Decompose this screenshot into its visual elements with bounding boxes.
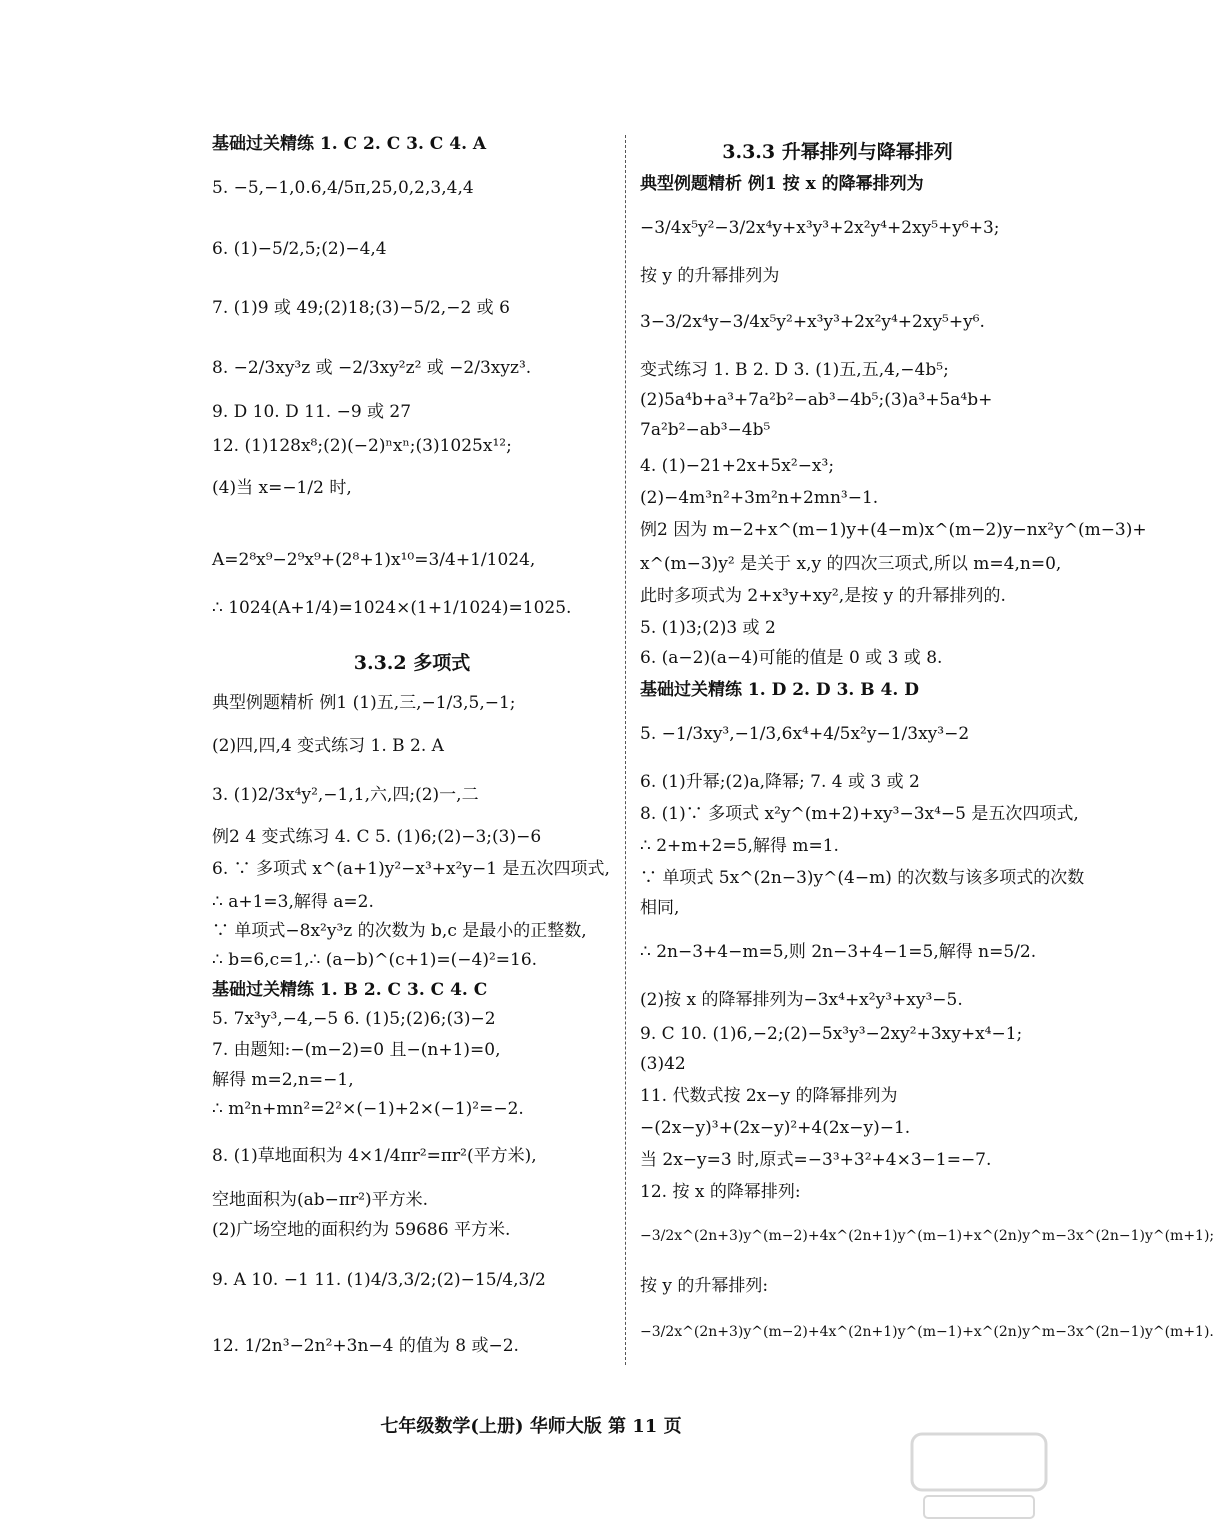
right-line-15: 基础过关精练 1. D 2. D 3. B 4. D bbox=[640, 680, 919, 700]
right-line-29: 12. 按 x 的降幂排列: bbox=[640, 1182, 801, 1202]
left-line-25: 空地面积为(ab−πr²)平方米. bbox=[212, 1190, 429, 1210]
left-line-18: ∴ b=6,c=1,∴ (a−b)^(c+1)=(−4)²=16. bbox=[212, 950, 538, 970]
right-line-20: ∵ 单项式 5x^(2n−3)y^(4−m) 的次数与该多项式的次数 bbox=[640, 868, 1085, 888]
left-line-0: 基础过关精练 1. C 2. C 3. C 4. A bbox=[212, 134, 487, 154]
left-line-20: 5. 7x³y³,−4,−5 6. (1)5;(2)6;(3)−2 bbox=[212, 1009, 496, 1029]
page-footer: 七年级数学(上册) 华师大版 第 11 页 bbox=[380, 1416, 682, 1437]
right-line-21: 相同, bbox=[640, 898, 680, 918]
right-line-14: 6. (a−2)(a−4)可能的值是 0 或 3 或 8. bbox=[640, 648, 943, 668]
left-line-6: 12. (1)128x⁸;(2)(−2)ⁿxⁿ;(3)1025x¹²; bbox=[212, 436, 512, 456]
right-line-1: 典型例题精析 例1 按 x 的降幂排列为 bbox=[640, 174, 924, 194]
right-line-11: x^(m−3)y² 是关于 x,y 的四次三项式,所以 m=4,n=0, bbox=[640, 554, 1062, 574]
right-line-4: 3−3/2x⁴y−3/4x⁵y²+x³y³+2x²y⁴+2xy⁵+y⁶. bbox=[640, 312, 985, 332]
right-line-16: 5. −1/3xy³,−1/3,6x⁴+4/5x²y−1/3xy³−2 bbox=[640, 724, 970, 744]
right-line-31: 按 y 的升幂排列: bbox=[640, 1276, 769, 1296]
left-line-11: 典型例题精析 例1 (1)五,三,−1/3,5,−1; bbox=[212, 693, 516, 713]
left-line-14: 例2 4 变式练习 4. C 5. (1)6;(2)−3;(3)−6 bbox=[212, 827, 542, 847]
left-line-1: 5. −5,−1,0.6,4/5π,25,0,2,3,4,4 bbox=[212, 178, 474, 198]
left-line-24: 8. (1)草地面积为 4×1/4πr²=πr²(平方米), bbox=[212, 1146, 537, 1166]
right-line-24: 9. C 10. (1)6,−2;(2)−5x³y³−2xy²+3xy+x⁴−1; bbox=[640, 1024, 1023, 1044]
left-line-27: 9. A 10. −1 11. (1)4/3,3/2;(2)−15/4,3/2 bbox=[212, 1270, 546, 1290]
left-line-9: ∴ 1024(A+1/4)=1024×(1+1/1024)=1025. bbox=[212, 598, 572, 618]
left-line-15: 6. ∵ 多项式 x^(a+1)y²−x³+x²y−1 是五次四项式, bbox=[212, 859, 610, 879]
right-line-6: (2)5a⁴b+a³+7a²b²−ab³−4b⁵;(3)a³+5a⁴b+ bbox=[640, 390, 993, 410]
right-line-12: 此时多项式为 2+x³y+xy²,是按 y 的升幂排列的. bbox=[640, 586, 1006, 606]
right-line-9: (2)−4m³n²+3m²n+2mn³−1. bbox=[640, 488, 879, 508]
section-title-3-3-3: 3.3.3 升幂排列与降幂排列 bbox=[722, 141, 953, 163]
right-line-8: 4. (1)−21+2x+5x²−x³; bbox=[640, 456, 835, 476]
right-line-27: −(2x−y)³+(2x−y)²+4(2x−y)−1. bbox=[640, 1118, 911, 1138]
right-line-26: 11. 代数式按 2x−y 的降幂排列为 bbox=[640, 1086, 898, 1106]
right-line-25: (3)42 bbox=[640, 1054, 686, 1074]
right-line-23: (2)按 x 的降幂排列为−3x⁴+x²y³+xy³−5. bbox=[640, 990, 963, 1010]
left-line-7: (4)当 x=−1/2 时, bbox=[212, 478, 352, 498]
left-line-12: (2)四,四,4 变式练习 1. B 2. A bbox=[212, 736, 444, 756]
right-line-19: ∴ 2+m+2=5,解得 m=1. bbox=[640, 836, 839, 856]
left-line-4: 8. −2/3xy³z 或 −2/3xy²z² 或 −2/3xyz³. bbox=[212, 358, 532, 378]
left-line-21: 7. 由题知:−(m−2)=0 且−(n+1)=0, bbox=[212, 1040, 501, 1060]
right-line-18: 8. (1)∵ 多项式 x²y^(m+2)+xy³−3x⁴−5 是五次四项式, bbox=[640, 804, 1079, 824]
left-line-26: (2)广场空地的面积约为 59686 平方米. bbox=[212, 1220, 511, 1240]
right-line-3: 按 y 的升幂排列为 bbox=[640, 266, 780, 286]
column-divider bbox=[625, 135, 626, 1365]
left-line-13: 3. (1)2/3x⁴y²,−1,1,六,四;(2)一,二 bbox=[212, 785, 479, 805]
right-line-32: −3/2x^(2n+3)y^(m−2)+4x^(2n+1)y^(m−1)+x^(2n)y^m−3x^(2n−1)y^(m+1). bbox=[640, 1324, 1214, 1340]
right-line-17: 6. (1)升幂;(2)a,降幂; 7. 4 或 3 或 2 bbox=[640, 772, 920, 792]
right-line-28: 当 2x−y=3 时,原式=−3³+3²+4×3−1=−7. bbox=[640, 1150, 992, 1170]
left-line-3: 7. (1)9 或 49;(2)18;(3)−5/2,−2 或 6 bbox=[212, 298, 510, 318]
left-line-17: ∵ 单项式−8x²y³z 的次数为 b,c 是最小的正整数, bbox=[212, 921, 587, 941]
right-line-2: −3/4x⁵y²−3/2x⁴y+x³y³+2x²y⁴+2xy⁵+y⁶+3; bbox=[640, 218, 1000, 238]
right-line-30: −3/2x^(2n+3)y^(m−2)+4x^(2n+1)y^(m−1)+x^(2n)y^m−3x^(2n−1)y^(m+1); bbox=[640, 1228, 1214, 1244]
left-line-2: 6. (1)−5/2,5;(2)−4,4 bbox=[212, 239, 387, 259]
right-line-7: 7a²b²−ab³−4b⁵ bbox=[640, 420, 771, 440]
left-line-28: 12. 1/2n³−2n²+3n−4 的值为 8 或−2. bbox=[212, 1336, 519, 1356]
left-line-23: ∴ m²n+mn²=2²×(−1)+2×(−1)²=−2. bbox=[212, 1099, 524, 1119]
left-line-16: ∴ a+1=3,解得 a=2. bbox=[212, 892, 374, 912]
right-line-22: ∴ 2n−3+4−m=5,则 2n−3+4−1=5,解得 n=5/2. bbox=[640, 942, 1037, 962]
left-line-19: 基础过关精练 1. B 2. C 3. C 4. C bbox=[212, 980, 488, 1000]
right-line-13: 5. (1)3;(2)3 或 2 bbox=[640, 618, 776, 638]
watermark-logo bbox=[904, 1426, 1054, 1526]
section-title-3-3-2: 3.3.2 多项式 bbox=[353, 652, 471, 674]
left-line-8: A=2⁸x⁹−2⁹x⁹+(2⁸+1)x¹⁰=3/4+1/1024, bbox=[212, 550, 536, 570]
right-line-5: 变式练习 1. B 2. D 3. (1)五,五,4,−4b⁵; bbox=[640, 360, 949, 380]
left-line-5: 9. D 10. D 11. −9 或 27 bbox=[212, 402, 412, 422]
right-line-10: 例2 因为 m−2+x^(m−1)y+(4−m)x^(m−2)y−nx²y^(m−3)+ bbox=[640, 520, 1147, 540]
left-line-22: 解得 m=2,n=−1, bbox=[212, 1070, 354, 1090]
